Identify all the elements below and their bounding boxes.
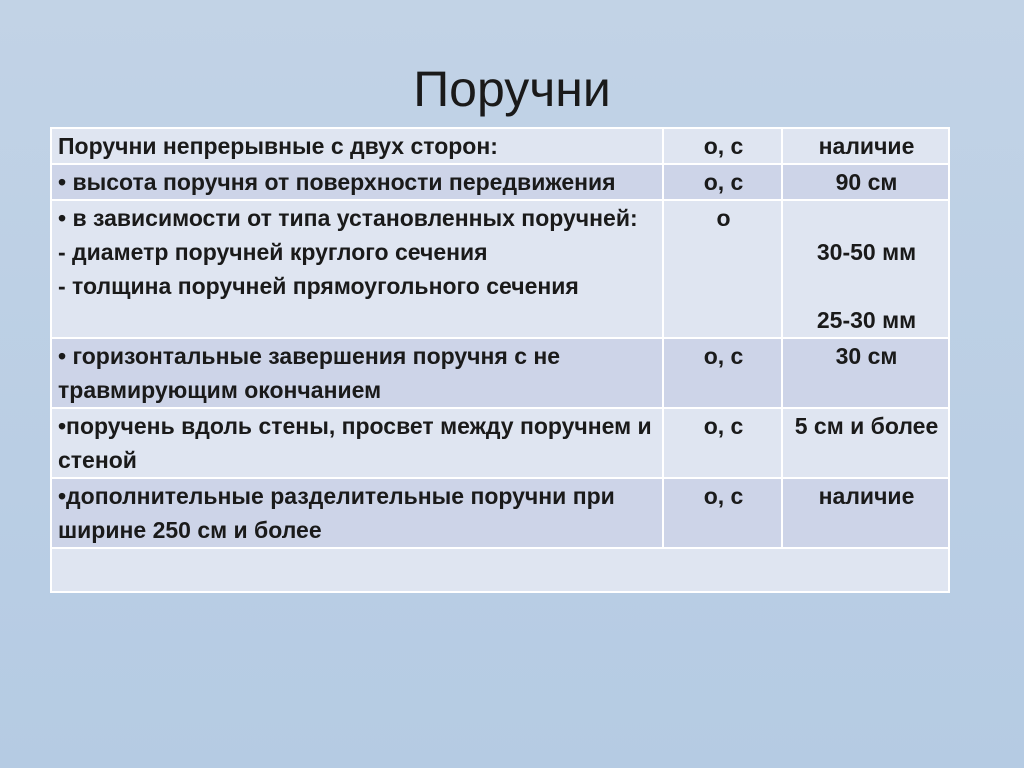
value-text: наличие <box>818 483 915 509</box>
object-cell: о, с <box>663 128 782 164</box>
value-cell <box>782 164 949 200</box>
requirement-subitem: - диаметр поручней круглого сечения <box>58 239 488 265</box>
requirement-cell <box>51 408 663 478</box>
object-cell: о, с <box>663 164 782 200</box>
value-text: 30 см <box>835 343 898 369</box>
requirement-text: •поручень вдоль стены, просвет между поручнем и стеной <box>58 413 652 473</box>
value-text: 30-50 мм <box>816 239 917 265</box>
table-row <box>51 338 949 408</box>
requirement-cell <box>51 128 663 164</box>
requirement-cell <box>51 164 663 200</box>
value-text: наличие <box>818 133 915 159</box>
requirements-table <box>50 127 950 593</box>
object-cell: о, с <box>663 408 782 478</box>
value-cell <box>782 478 949 548</box>
value-cell <box>782 408 949 478</box>
requirement-text: • в зависимости от типа установленных поручней: <box>58 205 638 231</box>
value-text: 5 см и более <box>794 413 939 439</box>
requirement-cell <box>51 478 663 548</box>
value-cell <box>782 338 949 408</box>
table-row <box>51 478 949 548</box>
requirement-cell <box>51 200 663 338</box>
object-cell: о, с <box>663 478 782 548</box>
table-row <box>51 200 949 338</box>
table-row <box>51 408 949 478</box>
table-row <box>51 164 949 200</box>
object-cell: о <box>663 200 782 338</box>
requirement-cell <box>51 338 663 408</box>
value-text: 90 см <box>835 169 898 195</box>
table-row-empty <box>51 548 949 592</box>
requirement-text: • высота поручня от поверхности передвижения <box>58 169 616 195</box>
requirement-text: •дополнительные разделительные поручни при ширине 250 см и более <box>58 483 615 543</box>
requirement-text: • горизонтальные завершения поручня с не травмирующим окончанием <box>58 343 561 403</box>
value-cell <box>782 128 949 164</box>
object-cell: о, с <box>663 338 782 408</box>
slide-title: Поручни <box>413 61 611 117</box>
requirement-text: Поручни непрерывные с двух сторон: <box>58 133 498 159</box>
value-cell <box>782 200 949 338</box>
value-text: 25-30 мм <box>816 307 917 333</box>
empty-cell <box>51 548 949 592</box>
table-row <box>51 128 949 164</box>
requirement-subitem: - толщина поручней прямоугольного сечения <box>58 273 579 299</box>
